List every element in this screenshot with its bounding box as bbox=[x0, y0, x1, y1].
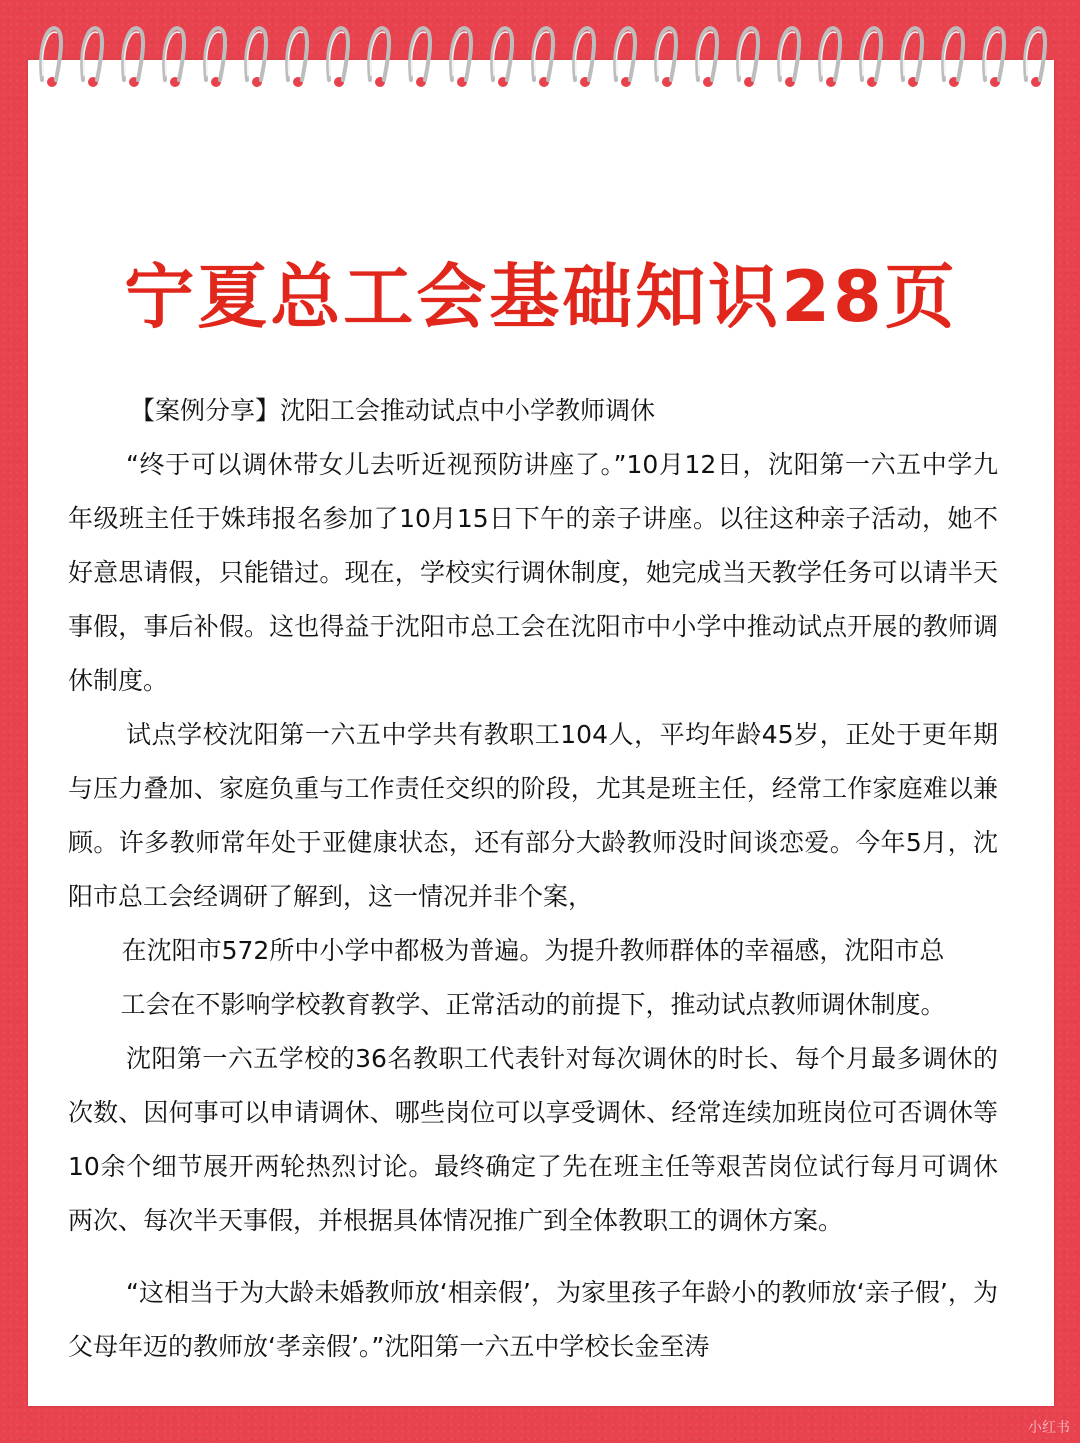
spiral-ring bbox=[246, 28, 266, 80]
notebook-page bbox=[28, 60, 1054, 1406]
paragraph-2: 试点学校沈阳第一六五中学共有教职工104人，平均年龄45岁，正处于更年期与压力叠加、家庭负重与工作责任交织的阶段，尤其是班主任，经常工作家庭难以兼顾。许多教师常年处于亚健康状态，还有部分大龄教师没时间谈恋爱。今年5月，沈阳市总工会经调研了解到，这一情况并非个案， bbox=[68, 720, 998, 911]
spiral-ring bbox=[123, 28, 143, 80]
spiral-ring bbox=[369, 28, 389, 80]
paragraph-3: 沈阳第一六五学校的36名教职工代表针对每次调休的时长、每个月最多调休的次数、因何事可以申请调休、哪些岗位可以享受调休、经常连续加班岗位可否调休等10余个细节展开两轮热烈讨论。最终确定了先在班主任等艰苦岗位试行每月可调休两次、每次半天事假，并根据具体情况推广到全体教职工的调休方案。 bbox=[68, 1044, 998, 1235]
spiral-ring bbox=[574, 28, 594, 80]
spiral-ring bbox=[902, 28, 922, 80]
page-title: 宁夏总工会基础知识28页 bbox=[124, 256, 958, 338]
spiral-ring bbox=[861, 28, 881, 80]
spiral-ring bbox=[820, 28, 840, 80]
spiral-binding-icon bbox=[28, 0, 1054, 110]
spiral-ring bbox=[697, 28, 717, 80]
spiral-ring bbox=[656, 28, 676, 80]
spiral-ring bbox=[615, 28, 635, 80]
spiral-ring bbox=[984, 28, 1004, 80]
paragraph-1: “终于可以调休带女儿去听近视预防讲座了。”10月12日，沈阳第一六五中学九年级班主任于姝玮报名参加了10月15日下午的亲子讲座。以往这种亲子活动，她不好意思请假，只能错过。现在，学校实行调休制度，她完成当天教学任务可以请半天事假，事后补假。这也得益于沈阳市总工会在沈阳市中小学中推动试点开展的教师调休制度。 bbox=[68, 450, 998, 695]
spiral-ring bbox=[738, 28, 758, 80]
article-body bbox=[68, 384, 998, 1374]
spiral-ring bbox=[205, 28, 225, 80]
spiral-ring bbox=[41, 28, 61, 80]
paragraph-2-line-a: 在沈阳市572所中小学中都极为普遍。为提升教师群体的幸福感，沈阳市总 bbox=[121, 936, 945, 965]
spiral-ring bbox=[82, 28, 102, 80]
spiral-ring bbox=[533, 28, 553, 80]
spiral-ring bbox=[410, 28, 430, 80]
paragraph-2-line-b: 工会在不影响学校教育教学、正常活动的前提下，推动试点教师调休制度。 bbox=[120, 990, 946, 1019]
spiral-ring bbox=[1025, 28, 1045, 80]
spiral-ring bbox=[779, 28, 799, 80]
spiral-ring bbox=[492, 28, 512, 80]
spiral-ring bbox=[287, 28, 307, 80]
paragraph-4: “这相当于为大龄未婚教师放‘相亲假’，为家里孩子年龄小的教师放‘亲子假’，为父母年迈的教师放‘孝亲假’。”沈阳第一六五中学校长金至涛 bbox=[68, 1278, 998, 1361]
spiral-ring bbox=[328, 28, 348, 80]
spiral-ring bbox=[943, 28, 963, 80]
article-heading: 【案例分享】沈阳工会推动试点中小学教师调休 bbox=[130, 396, 656, 425]
spiral-ring bbox=[164, 28, 184, 80]
spiral-ring bbox=[451, 28, 471, 80]
watermark: 小红书 bbox=[1028, 1420, 1070, 1436]
